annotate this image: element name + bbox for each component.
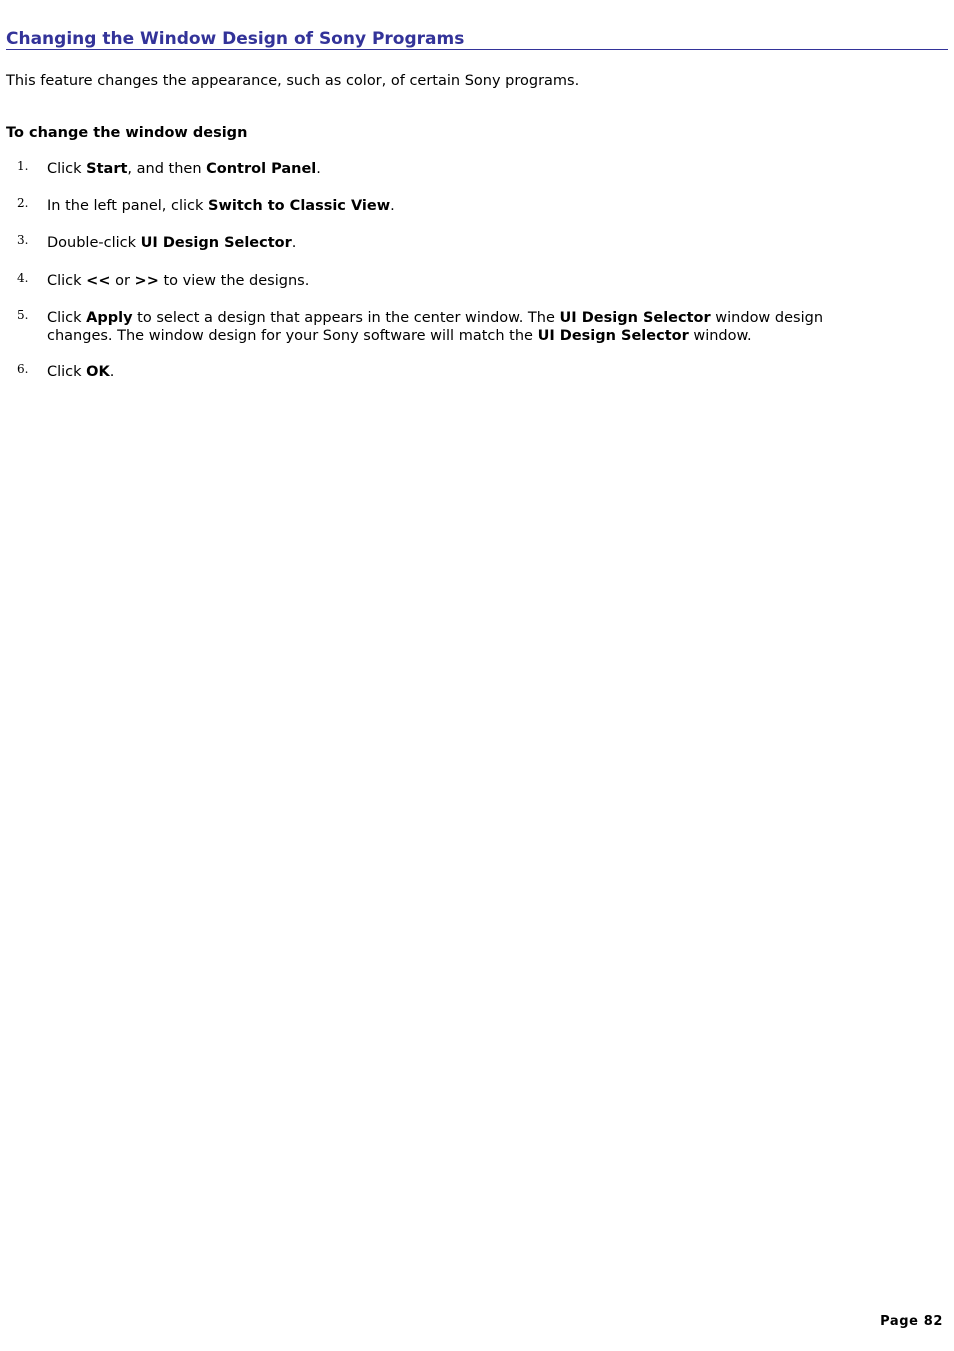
ui-term-control-panel: Control Panel [206, 161, 317, 177]
step-number: 6. [17, 362, 29, 376]
ui-term-previous: << [86, 273, 111, 289]
step-text: Click Start, and then Control Panel. [47, 161, 321, 177]
step-text: Double-click UI Design Selector. [47, 235, 297, 251]
page-number: Page 82 [880, 1314, 943, 1329]
procedure-heading: To change the window design [6, 125, 248, 141]
ui-term-ok: OK [86, 364, 110, 380]
step-text: Click Apply to select a design that appears in the center window. The UI Design Selector window design changes. The window design for your Sony software will match the UI Design Selector window. [47, 310, 824, 344]
step-number: 4. [17, 271, 29, 285]
page-title: Changing the Window Design of Sony Programs [6, 29, 948, 50]
intro-paragraph: This feature changes the appearance, such as color, of certain Sony programs. [6, 73, 580, 89]
ui-term-ui-design-selector: UI Design Selector [140, 235, 292, 251]
ui-term-ui-design-selector: UI Design Selector [537, 328, 689, 344]
step-number: 2. [17, 196, 29, 210]
step-text: Click OK. [47, 364, 115, 380]
ui-term-ui-design-selector: UI Design Selector [559, 310, 711, 326]
step-text: Click << or >> to view the designs. [47, 273, 310, 289]
step-number: 3. [17, 233, 29, 247]
step-number: 5. [17, 308, 29, 322]
ui-term-start: Start [86, 161, 128, 177]
ui-term-apply: Apply [86, 310, 133, 326]
step-number: 1. [17, 159, 29, 173]
ui-term-switch-to-classic-view: Switch to Classic View [208, 198, 391, 214]
ui-term-next: >> [134, 273, 159, 289]
step-text: In the left panel, click Switch to Classic View. [47, 198, 395, 214]
